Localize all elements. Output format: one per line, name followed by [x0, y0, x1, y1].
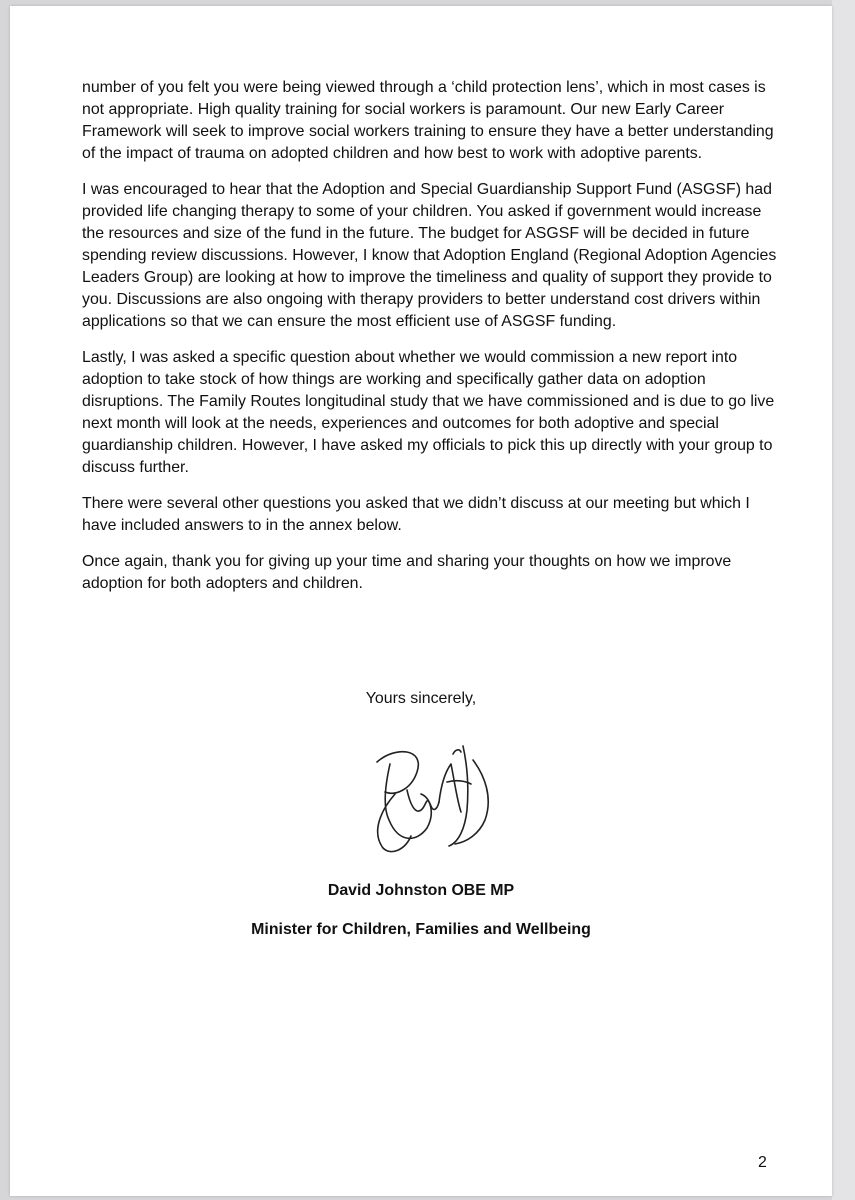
paragraph-3: Lastly, I was asked a specific question about whether we would commission a new report into adoption to take stock of how things are working and specifically gather data on adoption disruptions. The Family Routes longitudinal study that we have commissioned and is due to go live next month will look at the needs, experiences and outcomes for both adoptive and special guardianship children. However, I have asked my officials to pick this up directly with your group to discuss further. — [82, 349, 775, 476]
letter-page — [10, 6, 832, 1196]
paragraph-2: I was encouraged to hear that the Adoption and Special Guardianship Support Fund (ASGSF) had provided life changing therapy to some of your children. You asked if government would increase the resources and size of the fund in the future. The budget for ASGSF will be decided in future spending review discussions. However, I know that Adoption England (Regional Adoption Agencies Leaders Group) are looking at how to improve the timeliness and quality of support they provide to you. Discussions are also ongoing with therapy providers to better understand cost drivers within applications so that we can ensure the most efficient use of ASGSF funding. — [82, 181, 777, 330]
signatory-role: Minister for Children, Families and Wellbeing — [251, 921, 591, 938]
letter-body — [82, 77, 782, 609]
signature-image — [355, 724, 505, 864]
page-number: 2 — [758, 1154, 767, 1171]
page-edge — [832, 0, 855, 1200]
paragraph-4: There were several other questions you asked that we didn’t discuss at our meeting but which I have included answers to in the annex below. — [82, 495, 750, 534]
paragraph-1: number of you felt you were being viewed through a ‘child protection lens’, which in most cases is not appropriate. High quality training for social workers is paramount. Our new Early Career Framework will seek to improve social workers training to ensure they have a better understanding of the impact of trauma on adopted children and how best to work with adoptive parents. — [82, 79, 774, 162]
signatory-name: David Johnston OBE MP — [327, 882, 515, 899]
closing-line: Yours sincerely, — [365, 690, 477, 707]
paragraph-5: Once again, thank you for giving up your time and sharing your thoughts on how we improve adoption for both adopters and children. — [82, 553, 732, 592]
